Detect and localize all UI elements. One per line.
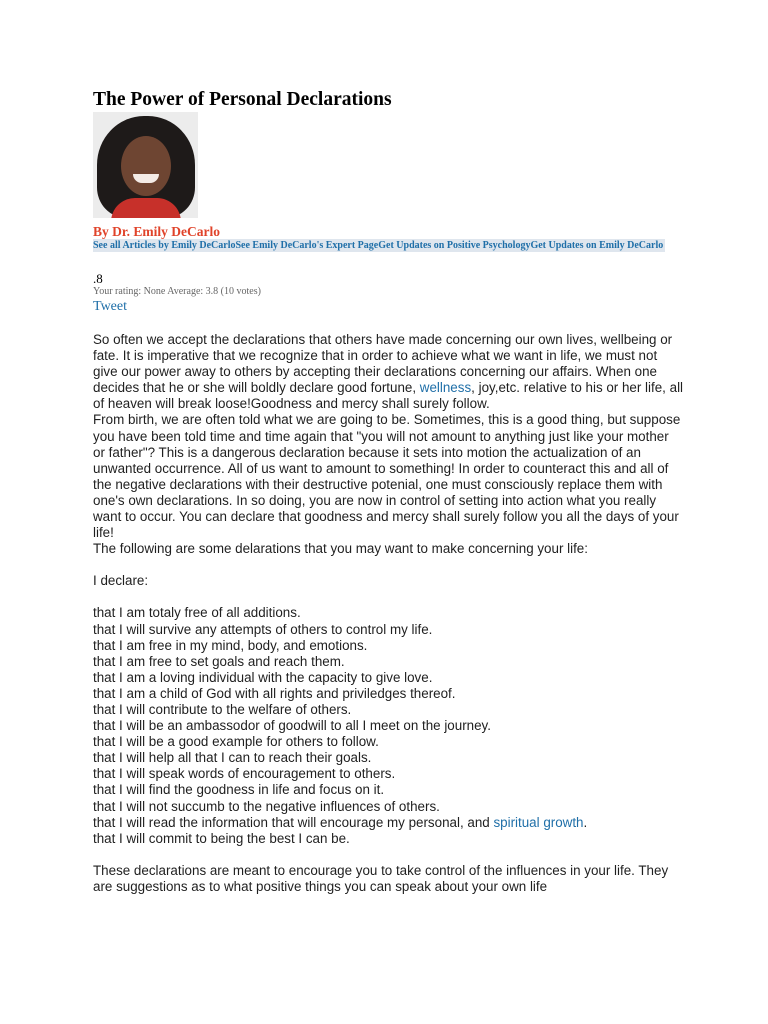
declaration-item: that I am a child of God with all rights and priviledges thereof.: [93, 685, 456, 701]
link-updates-author[interactable]: Get Updates on Emily DeCarlo: [530, 240, 664, 251]
declaration-item: that I will speak words of encouragement to others.: [93, 766, 396, 782]
paragraph-text: that I will read the information that will encourage my personal, and: [93, 814, 494, 830]
declaration-item: [93, 815, 683, 831]
declare-heading: I declare:: [93, 573, 149, 589]
author-byline: By Dr. Emily DeCarlo: [93, 224, 220, 239]
article-body: [93, 332, 683, 895]
article: [93, 88, 683, 895]
wellness-link[interactable]: wellness: [419, 380, 472, 396]
declaration-item: that I will contribute to the welfare of others.: [93, 701, 352, 717]
declaration-item: that I will survive any attempts of others to control my life.: [93, 621, 433, 637]
declaration-item: that I will not succumb to the negative influences of others.: [93, 798, 440, 814]
paragraph-text: .: [583, 814, 588, 830]
link-all-articles[interactable]: See all Articles by Emily DeCarlo: [93, 240, 236, 251]
declaration-item: that I will find the goodness in life and focus on it.: [93, 782, 385, 798]
paragraph: From birth, we are often told what we are going to be. Sometimes, this is a good thing, but suppose you have been told time and time again that "you will not amount to anything just like your mother or father"? This is a dangerous declaration because it sets into motion the actualization of an unwanted occurrence. All of us want to amount to something! In order to counteract this and all of the negative declarations with their destructive potenial, one must consciously replace them with one's own declarations. In so doing, you are now in control of setting into action what you really want to occur. You can declare that goodness and mercy shall surely follow you all the days of your life!: [93, 412, 681, 541]
declarations-list: [93, 605, 683, 814]
rating-score: .8: [93, 271, 103, 286]
declaration-item: that I am free in my mind, body, and emotions.: [93, 637, 368, 653]
declaration-item: that I will commit to being the best I can be.: [93, 830, 350, 846]
paragraph: [93, 332, 683, 412]
link-expert-page[interactable]: See Emily DeCarlo's Expert Page: [235, 240, 379, 251]
paragraph: These declarations are meant to encourage you to take control of the influences in your life. They are suggestions as to what positive things you can speak about your own life: [93, 862, 669, 894]
spiritual-growth-link[interactable]: spiritual growth: [493, 814, 584, 830]
link-updates-positive-psychology[interactable]: Get Updates on Positive Psychology: [378, 240, 531, 251]
paragraph-text: So often we accept the declarations that others have made concerning our own lives, wellbeing or fate. It is imperative that we recognize that in order to achieve what we want in life, we must not give our power away to others by accepting their declarations concerning our affairs. When one decides that he or she will boldly declare good fortune,: [93, 332, 673, 396]
author-photo: [93, 112, 198, 218]
author-links: [93, 239, 665, 252]
article-title: The Power of Personal Declarations: [93, 89, 392, 110]
declaration-item: that I am free to set goals and reach them.: [93, 653, 345, 669]
rating-text: Your rating: None Average: 3.8 (10 votes): [93, 286, 261, 297]
declaration-item: that I will be a good example for others to follow.: [93, 734, 379, 750]
declaration-item: that I will be an ambassodor of goodwill to all I meet on the journey.: [93, 718, 491, 734]
declaration-item: that I am a loving individual with the capacity to give love.: [93, 669, 433, 685]
paragraph-text: , joy,etc. relative to his or her life, all of heaven will break loose!Goodness and mercy shall surely follow.: [93, 380, 684, 412]
declaration-item: that I am totaly free of all additions.: [93, 605, 301, 621]
paragraph: The following are some delarations that you may want to make concerning your life:: [93, 541, 588, 557]
declaration-item: that I will help all that I can to reach their goals.: [93, 750, 372, 766]
tweet-button[interactable]: Tweet: [93, 299, 128, 314]
